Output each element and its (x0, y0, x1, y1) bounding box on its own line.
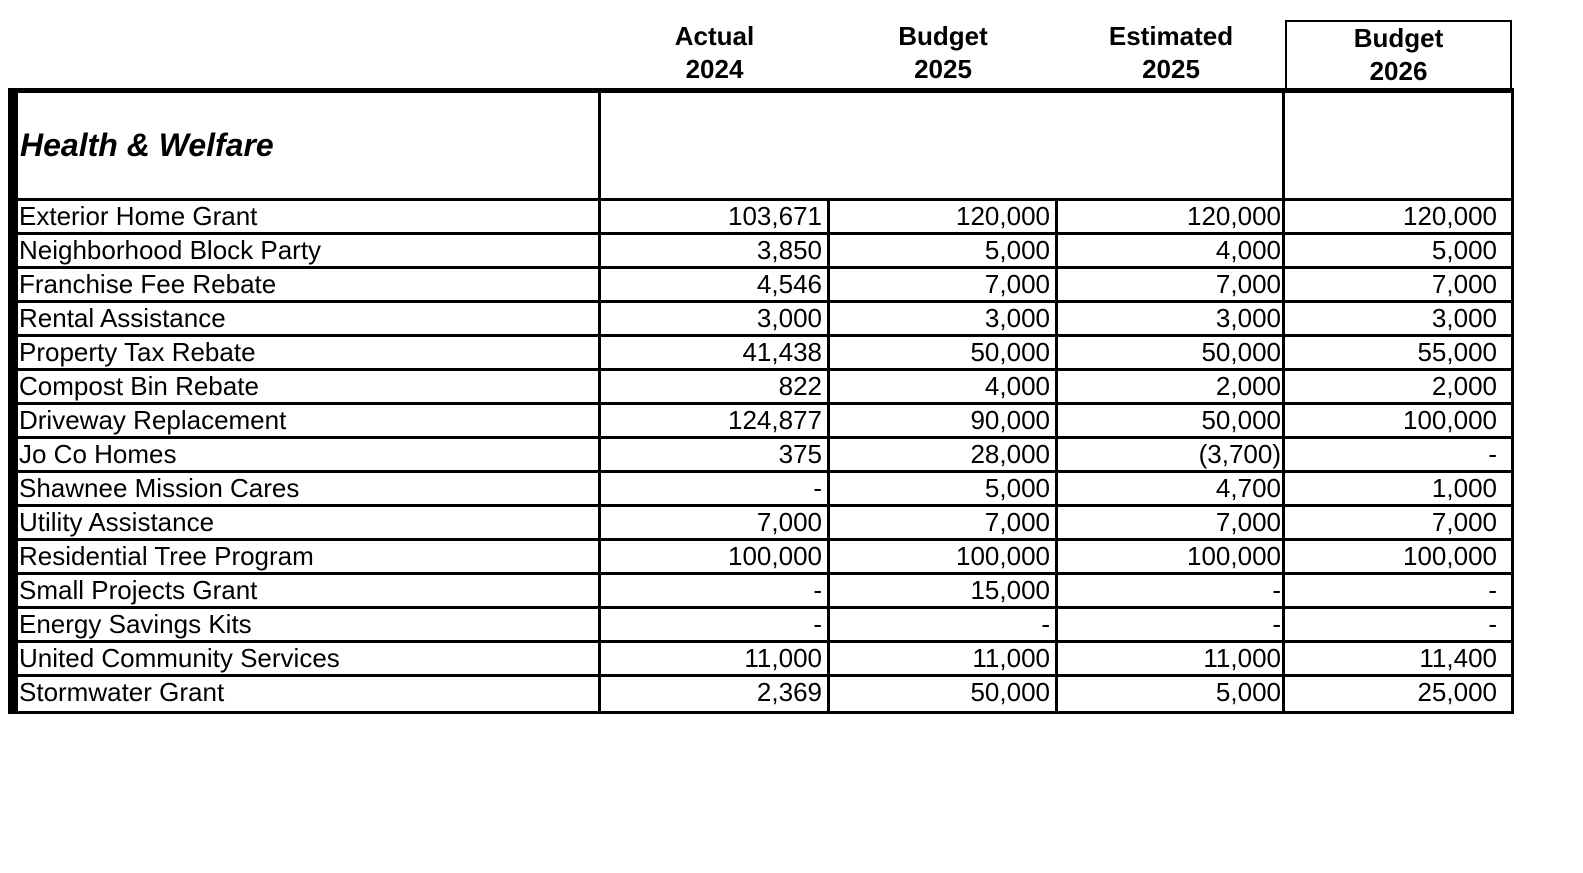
table-row (18, 507, 1511, 541)
cell-budget-2025: 50,000 (970, 337, 1050, 367)
row-label: Small Projects Grant (19, 575, 258, 605)
column-header-actual-2024 (600, 20, 829, 86)
cell-actual-2024: - (813, 609, 822, 639)
cell-estimated-2025: (3,700) (1198, 439, 1281, 469)
cell-budget-2026: 11,400 (1419, 643, 1497, 673)
cell-estimated-2025: - (1272, 609, 1281, 639)
row-label: Franchise Fee Rebate (19, 269, 277, 299)
cell-budget-2025: 3,000 (984, 303, 1050, 333)
row-label: Jo Co Homes (19, 439, 177, 469)
cell-budget-2026: 25,000 (1417, 677, 1497, 707)
column-header-line: Actual (674, 21, 755, 51)
table-row (18, 575, 1511, 609)
cell-budget-2025: 7,000 (984, 507, 1050, 537)
cell-budget-2026: 3,000 (1431, 303, 1497, 333)
table-row (18, 337, 1511, 371)
cell-actual-2024: 124,877 (728, 405, 822, 435)
cell-budget-2025: 5,000 (984, 473, 1050, 503)
cell-budget-2025: 100,000 (956, 541, 1050, 571)
column-header-estimated-2025 (1057, 20, 1285, 86)
cell-budget-2025: 5,000 (984, 235, 1050, 265)
cell-budget-2025: 28,000 (970, 439, 1050, 469)
cell-budget-2025: 90,000 (970, 405, 1050, 435)
cell-budget-2025: 120,000 (956, 201, 1050, 231)
table-row (18, 269, 1511, 303)
cell-budget-2026: 2,000 (1431, 371, 1497, 401)
cell-actual-2024: - (813, 473, 822, 503)
cell-estimated-2025: 7,000 (1215, 507, 1281, 537)
row-label: Property Tax Rebate (19, 337, 256, 367)
cell-estimated-2025: 3,000 (1215, 303, 1281, 333)
cell-estimated-2025: 11,000 (1203, 643, 1281, 673)
column-header-budget-2026 (1285, 20, 1512, 88)
cell-budget-2025: 15,000 (970, 575, 1050, 605)
row-label: Neighborhood Block Party (19, 235, 322, 265)
cell-budget-2026: 120,000 (1403, 201, 1497, 231)
cell-actual-2024: 11,000 (744, 643, 822, 673)
cell-budget-2026: 100,000 (1403, 405, 1497, 435)
column-header-line: Budget (898, 21, 988, 51)
row-label: Shawnee Mission Cares (19, 473, 300, 503)
row-label: Compost Bin Rebate (19, 371, 259, 401)
cell-budget-2026: 7,000 (1431, 269, 1497, 299)
table-row (18, 303, 1511, 337)
column-header-line: Budget (1353, 23, 1444, 53)
table-row (18, 371, 1511, 405)
table-row (18, 235, 1511, 269)
row-label: Exterior Home Grant (19, 201, 258, 231)
row-label: Energy Savings Kits (19, 609, 252, 639)
row-label: Rental Assistance (19, 303, 226, 333)
section-title: Health & Welfare (20, 127, 274, 163)
row-label: Residential Tree Program (19, 541, 314, 571)
cell-budget-2025: 50,000 (970, 677, 1050, 707)
cell-budget-2026: 1,000 (1431, 473, 1497, 503)
row-label: Driveway Replacement (19, 405, 287, 435)
cell-actual-2024: 3,000 (756, 303, 822, 333)
cell-budget-2025: 11,000 (972, 643, 1050, 673)
cell-budget-2026: 7,000 (1431, 507, 1497, 537)
cell-budget-2025: 4,000 (984, 371, 1050, 401)
cell-actual-2024: 375 (778, 439, 822, 469)
cell-budget-2025: 7,000 (984, 269, 1050, 299)
cell-estimated-2025: - (1272, 575, 1281, 605)
cell-estimated-2025: 5,000 (1215, 677, 1281, 707)
cell-actual-2024: 822 (778, 371, 822, 401)
cell-budget-2026: 55,000 (1417, 337, 1497, 367)
cell-estimated-2025: 120,000 (1187, 201, 1281, 231)
cell-actual-2024: 3,850 (756, 235, 822, 265)
row-label: Utility Assistance (19, 507, 215, 537)
cell-estimated-2025: 50,000 (1201, 337, 1281, 367)
table-row (18, 643, 1511, 677)
cell-actual-2024: 4,546 (756, 269, 822, 299)
cell-actual-2024: 41,438 (742, 337, 822, 367)
column-header-line: 2024 (685, 54, 744, 84)
budget-table (8, 88, 1514, 714)
column-header-line: Estimated (1108, 21, 1234, 51)
cell-actual-2024: 7,000 (756, 507, 822, 537)
cell-budget-2026: - (1488, 609, 1497, 639)
column-header-line: 2025 (1142, 54, 1200, 84)
cell-estimated-2025: 2,000 (1215, 371, 1281, 401)
cell-budget-2026: - (1488, 439, 1497, 469)
section-header-row (18, 93, 1511, 201)
table-row (18, 677, 1511, 711)
cell-budget-2025: - (1041, 609, 1050, 639)
column-header-budget-2025 (829, 20, 1057, 86)
table-row (18, 541, 1511, 575)
column-header-line: 2025 (914, 54, 972, 84)
table-row (18, 201, 1511, 235)
cell-estimated-2025: 4,700 (1215, 473, 1281, 503)
column-header-line: 2026 (1369, 56, 1428, 86)
cell-estimated-2025: 7,000 (1215, 269, 1281, 299)
table-row (18, 405, 1511, 439)
cell-actual-2024: 2,369 (756, 677, 822, 707)
cell-actual-2024: 103,671 (728, 201, 822, 231)
table-row (18, 439, 1511, 473)
cell-budget-2026: - (1488, 575, 1497, 605)
cell-actual-2024: - (813, 575, 822, 605)
cell-estimated-2025: 100,000 (1187, 541, 1281, 571)
cell-budget-2026: 5,000 (1431, 235, 1497, 265)
cell-budget-2026: 100,000 (1403, 541, 1497, 571)
table-row (18, 609, 1511, 643)
cell-estimated-2025: 4,000 (1215, 235, 1281, 265)
cell-estimated-2025: 50,000 (1201, 405, 1281, 435)
table-row (18, 473, 1511, 507)
row-label: Stormwater Grant (19, 677, 225, 707)
row-label: United Community Services (19, 643, 340, 673)
cell-actual-2024: 100,000 (728, 541, 822, 571)
